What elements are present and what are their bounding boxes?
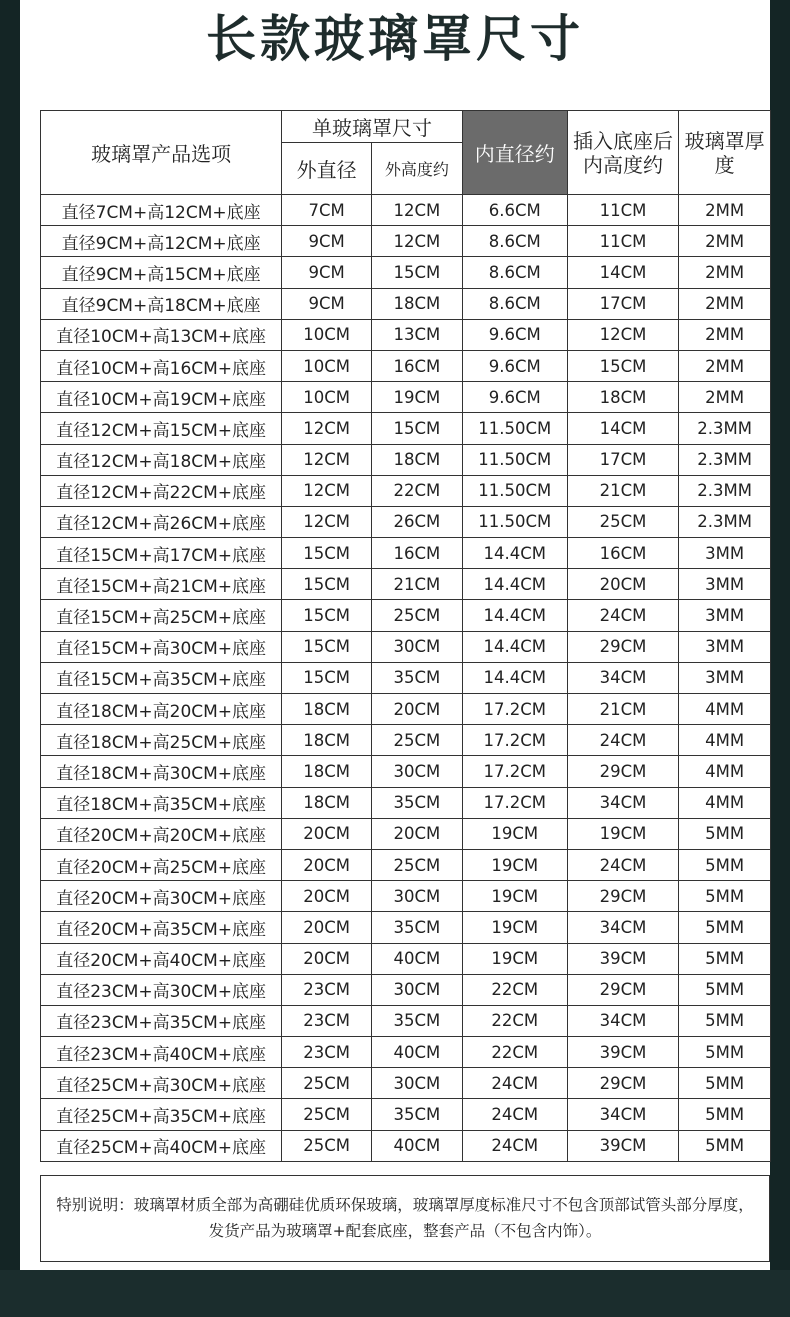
thickness-cell: 2MM (679, 382, 771, 413)
outer-diameter-cell: 15CM (282, 600, 372, 631)
outer-height-cell: 12CM (371, 226, 462, 257)
inner-height-cell: 34CM (567, 662, 678, 693)
outer-diameter-cell: 18CM (282, 725, 372, 756)
inner-height-cell: 29CM (567, 1068, 678, 1099)
thickness-cell: 5MM (679, 881, 771, 912)
option-cell: 直径20CM+高30CM+底座 (41, 881, 282, 912)
thickness-cell: 4MM (679, 756, 771, 787)
outer-diameter-cell: 15CM (282, 662, 372, 693)
option-cell: 直径20CM+高35CM+底座 (41, 912, 282, 943)
outer-diameter-cell: 20CM (282, 943, 372, 974)
table-row (41, 569, 771, 600)
option-cell: 直径20CM+高40CM+底座 (41, 943, 282, 974)
thickness-cell: 4MM (679, 694, 771, 725)
thickness-cell: 5MM (679, 818, 771, 849)
table-row (41, 600, 771, 631)
outer-diameter-cell: 18CM (282, 756, 372, 787)
option-cell: 直径25CM+高35CM+底座 (41, 1099, 282, 1130)
table-row (41, 226, 771, 257)
table-row (41, 506, 771, 537)
inner-height-cell: 34CM (567, 1005, 678, 1036)
outer-height-cell: 35CM (371, 1099, 462, 1130)
inner-height-cell: 24CM (567, 600, 678, 631)
thickness-cell: 2.3MM (679, 413, 771, 444)
header-inner-height: 插入底座后内高度约 (567, 111, 678, 195)
inner-diameter-cell: 17.2CM (462, 787, 567, 818)
option-cell: 直径25CM+高30CM+底座 (41, 1068, 282, 1099)
option-cell: 直径20CM+高20CM+底座 (41, 818, 282, 849)
table-row (41, 849, 771, 880)
thickness-cell: 5MM (679, 974, 771, 1005)
inner-diameter-cell: 6.6CM (462, 195, 567, 226)
outer-height-cell: 35CM (371, 1005, 462, 1036)
inner-height-cell: 19CM (567, 818, 678, 849)
inner-diameter-cell: 11.50CM (462, 444, 567, 475)
option-cell: 直径9CM+高12CM+底座 (41, 226, 282, 257)
outer-diameter-cell: 12CM (282, 413, 372, 444)
inner-diameter-cell: 22CM (462, 1005, 567, 1036)
outer-height-cell: 35CM (371, 662, 462, 693)
option-cell: 直径18CM+高35CM+底座 (41, 787, 282, 818)
inner-diameter-cell: 11.50CM (462, 475, 567, 506)
inner-height-cell: 29CM (567, 756, 678, 787)
header-option: 玻璃罩产品选项 (41, 111, 282, 195)
thickness-cell: 5MM (679, 1005, 771, 1036)
inner-diameter-cell: 11.50CM (462, 413, 567, 444)
outer-diameter-cell: 25CM (282, 1130, 372, 1161)
outer-height-cell: 21CM (371, 569, 462, 600)
outer-diameter-cell: 18CM (282, 694, 372, 725)
table-row (41, 413, 771, 444)
outer-diameter-cell: 15CM (282, 538, 372, 569)
outer-diameter-cell: 10CM (282, 350, 372, 381)
table-row (41, 1099, 771, 1130)
outer-height-cell: 18CM (371, 444, 462, 475)
inner-diameter-cell: 24CM (462, 1099, 567, 1130)
inner-height-cell: 14CM (567, 257, 678, 288)
inner-diameter-cell: 8.6CM (462, 257, 567, 288)
inner-height-cell: 24CM (567, 725, 678, 756)
thickness-cell: 2MM (679, 288, 771, 319)
table-row (41, 662, 771, 693)
inner-height-cell: 11CM (567, 226, 678, 257)
inner-diameter-cell: 14.4CM (462, 631, 567, 662)
outer-height-cell: 18CM (371, 288, 462, 319)
thickness-cell: 4MM (679, 725, 771, 756)
outer-height-cell: 40CM (371, 1130, 462, 1161)
option-cell: 直径18CM+高25CM+底座 (41, 725, 282, 756)
outer-height-cell: 26CM (371, 506, 462, 537)
thickness-cell: 2MM (679, 319, 771, 350)
inner-diameter-cell: 11.50CM (462, 506, 567, 537)
thickness-cell: 3MM (679, 662, 771, 693)
outer-diameter-cell: 10CM (282, 382, 372, 413)
table-row (41, 444, 771, 475)
outer-height-cell: 13CM (371, 319, 462, 350)
bottom-bar (0, 1270, 790, 1317)
inner-diameter-cell: 14.4CM (462, 569, 567, 600)
option-cell: 直径18CM+高30CM+底座 (41, 756, 282, 787)
size-table (40, 110, 771, 1162)
inner-diameter-cell: 19CM (462, 818, 567, 849)
table-row (41, 631, 771, 662)
outer-height-cell: 30CM (371, 756, 462, 787)
table-row (41, 350, 771, 381)
option-cell: 直径12CM+高15CM+底座 (41, 413, 282, 444)
outer-height-cell: 40CM (371, 943, 462, 974)
table-row (41, 756, 771, 787)
option-cell: 直径9CM+高18CM+底座 (41, 288, 282, 319)
option-cell: 直径12CM+高22CM+底座 (41, 475, 282, 506)
page-title: 长款玻璃罩尺寸 (206, 10, 584, 68)
outer-height-cell: 30CM (371, 1068, 462, 1099)
header-single-size: 单玻璃罩尺寸 (282, 111, 462, 143)
option-cell: 直径23CM+高30CM+底座 (41, 974, 282, 1005)
inner-diameter-cell: 9.6CM (462, 319, 567, 350)
inner-height-cell: 29CM (567, 631, 678, 662)
outer-diameter-cell: 15CM (282, 631, 372, 662)
option-cell: 直径10CM+高13CM+底座 (41, 319, 282, 350)
thickness-cell: 2MM (679, 350, 771, 381)
inner-diameter-cell: 9.6CM (462, 350, 567, 381)
inner-height-cell: 29CM (567, 974, 678, 1005)
inner-diameter-cell: 8.6CM (462, 288, 567, 319)
inner-height-cell: 24CM (567, 849, 678, 880)
inner-height-cell: 29CM (567, 881, 678, 912)
table-row (41, 382, 771, 413)
outer-diameter-cell: 12CM (282, 444, 372, 475)
thickness-cell: 2MM (679, 195, 771, 226)
inner-diameter-cell: 14.4CM (462, 662, 567, 693)
inner-diameter-cell: 24CM (462, 1068, 567, 1099)
option-cell: 直径12CM+高26CM+底座 (41, 506, 282, 537)
inner-height-cell: 39CM (567, 1130, 678, 1161)
outer-diameter-cell: 15CM (282, 569, 372, 600)
option-cell: 直径7CM+高12CM+底座 (41, 195, 282, 226)
table-row (41, 319, 771, 350)
table-row (41, 257, 771, 288)
header-outer-diameter: 外直径 (282, 143, 372, 195)
outer-height-cell: 30CM (371, 631, 462, 662)
option-cell: 直径25CM+高40CM+底座 (41, 1130, 282, 1161)
table-row (41, 288, 771, 319)
option-cell: 直径15CM+高35CM+底座 (41, 662, 282, 693)
inner-height-cell: 39CM (567, 943, 678, 974)
table-row (41, 787, 771, 818)
outer-height-cell: 30CM (371, 881, 462, 912)
thickness-cell: 2.3MM (679, 506, 771, 537)
table-row (41, 943, 771, 974)
outer-diameter-cell: 23CM (282, 974, 372, 1005)
thickness-cell: 5MM (679, 1068, 771, 1099)
table-row (41, 475, 771, 506)
outer-height-cell: 30CM (371, 974, 462, 1005)
outer-height-cell: 20CM (371, 694, 462, 725)
header-thickness: 玻璃罩厚度 (679, 111, 771, 195)
outer-height-cell: 20CM (371, 818, 462, 849)
inner-diameter-cell: 19CM (462, 881, 567, 912)
inner-height-cell: 21CM (567, 694, 678, 725)
thickness-cell: 2.3MM (679, 444, 771, 475)
inner-height-cell: 39CM (567, 1037, 678, 1068)
outer-diameter-cell: 18CM (282, 787, 372, 818)
inner-diameter-cell: 24CM (462, 1130, 567, 1161)
option-cell: 直径15CM+高21CM+底座 (41, 569, 282, 600)
outer-height-cell: 25CM (371, 849, 462, 880)
inner-height-cell: 14CM (567, 413, 678, 444)
thickness-cell: 2MM (679, 226, 771, 257)
option-cell: 直径20CM+高25CM+底座 (41, 849, 282, 880)
inner-diameter-cell: 8.6CM (462, 226, 567, 257)
inner-diameter-cell: 17.2CM (462, 694, 567, 725)
thickness-cell: 3MM (679, 600, 771, 631)
thickness-cell: 5MM (679, 1037, 771, 1068)
outer-diameter-cell: 20CM (282, 818, 372, 849)
table-row (41, 1068, 771, 1099)
thickness-cell: 2.3MM (679, 475, 771, 506)
inner-height-cell: 17CM (567, 288, 678, 319)
table-row (41, 974, 771, 1005)
option-cell: 直径10CM+高19CM+底座 (41, 382, 282, 413)
thickness-cell: 3MM (679, 569, 771, 600)
thickness-cell: 5MM (679, 849, 771, 880)
outer-height-cell: 22CM (371, 475, 462, 506)
outer-diameter-cell: 25CM (282, 1099, 372, 1130)
inner-diameter-cell: 14.4CM (462, 538, 567, 569)
table-row (41, 912, 771, 943)
inner-diameter-cell: 17.2CM (462, 725, 567, 756)
outer-diameter-cell: 12CM (282, 506, 372, 537)
option-cell: 直径10CM+高16CM+底座 (41, 350, 282, 381)
outer-height-cell: 35CM (371, 787, 462, 818)
inner-height-cell: 17CM (567, 444, 678, 475)
outer-height-cell: 19CM (371, 382, 462, 413)
inner-height-cell: 34CM (567, 787, 678, 818)
outer-diameter-cell: 23CM (282, 1005, 372, 1036)
outer-height-cell: 16CM (371, 538, 462, 569)
table-row (41, 725, 771, 756)
table-row (41, 818, 771, 849)
inner-height-cell: 25CM (567, 506, 678, 537)
page-canvas (20, 0, 770, 1270)
inner-height-cell: 34CM (567, 1099, 678, 1130)
outer-height-cell: 40CM (371, 1037, 462, 1068)
outer-height-cell: 25CM (371, 725, 462, 756)
inner-height-cell: 16CM (567, 538, 678, 569)
special-note: 特别说明：玻璃罩材质全部为高硼硅优质环保玻璃，玻璃罩厚度标准尺寸不包含顶部试管头部分厚度，发货产品为玻璃罩+配套底座，整套产品（不包含内饰）。 (40, 1175, 770, 1262)
option-cell: 直径23CM+高40CM+底座 (41, 1037, 282, 1068)
table-row (41, 1037, 771, 1068)
outer-diameter-cell: 23CM (282, 1037, 372, 1068)
outer-diameter-cell: 9CM (282, 226, 372, 257)
option-cell: 直径12CM+高18CM+底座 (41, 444, 282, 475)
outer-diameter-cell: 9CM (282, 257, 372, 288)
inner-height-cell: 11CM (567, 195, 678, 226)
inner-diameter-cell: 14.4CM (462, 600, 567, 631)
outer-diameter-cell: 20CM (282, 849, 372, 880)
option-cell: 直径9CM+高15CM+底座 (41, 257, 282, 288)
outer-diameter-cell: 25CM (282, 1068, 372, 1099)
table-row (41, 1130, 771, 1161)
thickness-cell: 5MM (679, 943, 771, 974)
table-row (41, 1005, 771, 1036)
inner-diameter-cell: 17.2CM (462, 756, 567, 787)
inner-diameter-cell: 19CM (462, 849, 567, 880)
inner-diameter-cell: 22CM (462, 974, 567, 1005)
table-row (41, 538, 771, 569)
outer-height-cell: 16CM (371, 350, 462, 381)
inner-height-cell: 12CM (567, 319, 678, 350)
inner-height-cell: 20CM (567, 569, 678, 600)
inner-height-cell: 34CM (567, 912, 678, 943)
option-cell: 直径18CM+高20CM+底座 (41, 694, 282, 725)
thickness-cell: 5MM (679, 1099, 771, 1130)
outer-height-cell: 15CM (371, 257, 462, 288)
outer-diameter-cell: 7CM (282, 195, 372, 226)
outer-height-cell: 15CM (371, 413, 462, 444)
thickness-cell: 4MM (679, 787, 771, 818)
thickness-cell: 5MM (679, 1130, 771, 1161)
header-inner-diameter: 内直径约 (462, 111, 567, 195)
outer-diameter-cell: 9CM (282, 288, 372, 319)
table-row (41, 195, 771, 226)
inner-diameter-cell: 19CM (462, 943, 567, 974)
table-body (41, 195, 771, 1162)
table-row (41, 694, 771, 725)
header-outer-height: 外高度约 (371, 143, 462, 195)
thickness-cell: 5MM (679, 912, 771, 943)
inner-diameter-cell: 9.6CM (462, 382, 567, 413)
option-cell: 直径15CM+高25CM+底座 (41, 600, 282, 631)
option-cell: 直径15CM+高30CM+底座 (41, 631, 282, 662)
inner-diameter-cell: 19CM (462, 912, 567, 943)
thickness-cell: 3MM (679, 538, 771, 569)
outer-diameter-cell: 20CM (282, 912, 372, 943)
outer-height-cell: 12CM (371, 195, 462, 226)
inner-diameter-cell: 22CM (462, 1037, 567, 1068)
inner-height-cell: 21CM (567, 475, 678, 506)
inner-height-cell: 18CM (567, 382, 678, 413)
option-cell: 直径15CM+高17CM+底座 (41, 538, 282, 569)
table-row (41, 881, 771, 912)
outer-diameter-cell: 12CM (282, 475, 372, 506)
outer-height-cell: 25CM (371, 600, 462, 631)
outer-diameter-cell: 10CM (282, 319, 372, 350)
inner-height-cell: 15CM (567, 350, 678, 381)
option-cell: 直径23CM+高35CM+底座 (41, 1005, 282, 1036)
outer-diameter-cell: 20CM (282, 881, 372, 912)
outer-height-cell: 35CM (371, 912, 462, 943)
thickness-cell: 2MM (679, 257, 771, 288)
thickness-cell: 3MM (679, 631, 771, 662)
